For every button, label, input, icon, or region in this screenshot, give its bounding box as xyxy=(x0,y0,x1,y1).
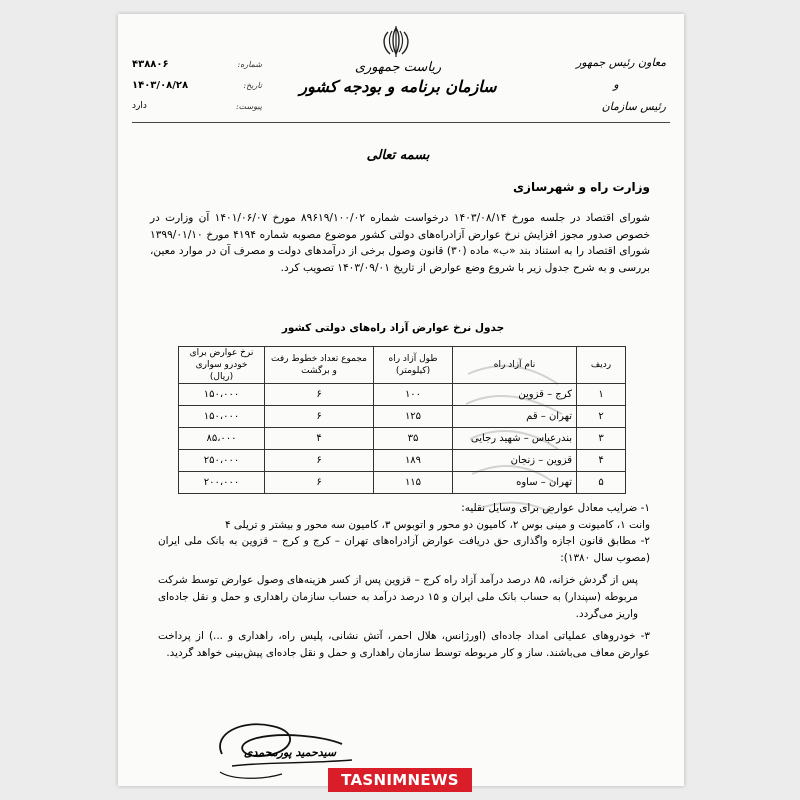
document-page xyxy=(118,14,684,786)
body-paragraph: شورای اقتصاد در جلسه مورخ ۱۴۰۳/۰۸/۱۴ درخواست شماره ۸۹۶۱۹/۱۰۰/۰۲ مورخ ۱۴۰۱/۰۶/۰۷ آن وزارت در خصوص صدور مجوز افزایش نرخ عوارض آزادراه‌های دولتی کشور موضوع مصوبه شماره ۴۱۹۴ مورخ ۱۳۹۹/۰۱/۱۰ شورای اقتصاد را به استناد بند «ب» ماده (۳۰) قانون وصول برخی از درآمدهای دولت و مصرف آن در موارد معین، بررسی و به شرح جدول زیر با شروع وضع عوارض از تاریخ ۱۴۰۳/۰۹/۰۱ تصویب کرد. xyxy=(150,212,650,274)
freeway-length: ۱۲۵ xyxy=(374,406,453,428)
letter-meta xyxy=(132,54,262,117)
tasnim-watermark: TASNIMNEWS xyxy=(328,768,472,792)
col-lanes-header: مجموع تعداد خطوط رفت و برگشت xyxy=(265,347,374,384)
org-head-title: رئیس سازمان xyxy=(601,100,666,113)
table-row xyxy=(179,472,626,494)
signatory-name: سیدحمید پورمحمدی xyxy=(243,746,337,759)
lane-count: ۶ xyxy=(265,384,374,406)
freeway-name: قزوین – زنجان xyxy=(453,450,577,472)
attachment-value: دارد xyxy=(132,101,147,111)
col-length-header: طول آزاد راه (کیلومتر) xyxy=(374,347,453,384)
note-3-text: ۳- خودروهای عملیاتی امداد جاده‌ای (اورژانس، هلال احمر، آتش نشانی، پلیس راه، راهداری و ...) از پرداخت عوارض معاف می‌باشند. ساز و کار مربوطه توسط سازمان راهداری و حمل و نقل جاده‌ای پیش‌بینی خواهد گردید. xyxy=(158,630,650,659)
toll-rate: ۸۵،۰۰۰ xyxy=(179,428,265,450)
vice-president-title: معاون رئیس جمهور xyxy=(576,56,666,69)
bismillah-heading: بسمه تعالی xyxy=(366,148,430,163)
organization-header xyxy=(278,60,518,96)
freeway-name: بندرعباس – شهید رجایی xyxy=(453,428,577,450)
letter-date-row xyxy=(132,75,262,96)
freeway-length: ۱۱۵ xyxy=(374,472,453,494)
table-header-row xyxy=(179,347,626,384)
header-divider xyxy=(132,122,670,123)
row-number: ۱ xyxy=(577,384,626,406)
notes-section xyxy=(158,500,650,661)
title-conjunction: و xyxy=(613,78,619,91)
date-label: تاریخ: xyxy=(243,81,262,90)
freeway-length: ۱۸۹ xyxy=(374,450,453,472)
note-2-title: ۲- مطابق قانون اجازه واگذاری حق دریافت عوارض آزادراه‌های تهران – کرج و کرج – قزوین به بانک ملی ایران (مصوب سال ۱۳۸۰): xyxy=(158,535,650,564)
lane-count: ۶ xyxy=(265,450,374,472)
freeway-name: تهران – ساوه xyxy=(453,472,577,494)
toll-rate: ۱۵۰،۰۰۰ xyxy=(179,406,265,428)
toll-rate: ۲۰۰،۰۰۰ xyxy=(179,472,265,494)
organization-name: سازمان برنامه و بودجه کشور xyxy=(299,77,497,96)
table-row xyxy=(179,384,626,406)
col-name-header: نام آزاد راه xyxy=(453,347,577,384)
attachment-label: پیوست: xyxy=(235,102,262,111)
row-number: ۲ xyxy=(577,406,626,428)
freeway-length: ۱۰۰ xyxy=(374,384,453,406)
freeway-name: کرج – قزوین xyxy=(453,384,577,406)
letter-number: ۴۳۸۸۰۶ xyxy=(132,59,169,70)
freeway-length: ۳۵ xyxy=(374,428,453,450)
letter-number-row xyxy=(132,54,262,75)
attachment-row xyxy=(132,96,262,117)
note-2-text: پس از گردش خزانه، ۸۵ درصد درآمد آزاد راه کرج – قزوین پس از کسر هزینه‌های وصول عوارض توسط شرکت مربوطه (سپندار) به حساب بانک ملی ایران و ۱۵ درصد درآمد به حساب سازمان راهداری و حمل و نقل جاده‌ای واریز می‌گردد. xyxy=(158,574,638,620)
table-title: جدول نرخ عوارض آزاد راه‌های دولتی کشور xyxy=(281,322,505,334)
lane-count: ۶ xyxy=(265,406,374,428)
note-1-title: ۱- ضرایب معادل عوارض برای وسایل نقلیه: xyxy=(461,502,650,514)
row-number: ۴ xyxy=(577,450,626,472)
table-row xyxy=(179,450,626,472)
col-row-header: ردیف xyxy=(577,347,626,384)
number-label: شماره: xyxy=(237,60,262,69)
table-row xyxy=(179,406,626,428)
row-number: ۳ xyxy=(577,428,626,450)
note-1-text: وانت ۱، کامیونت و مینی بوس ۲، کامیون دو محور و اتوبوس ۳، کامیون سه محور و بیشتر و تریلی ۴ xyxy=(224,518,650,531)
iran-emblem-icon xyxy=(376,26,416,58)
table-row xyxy=(179,428,626,450)
addressee: وزارت راه و شهرسازی xyxy=(513,180,650,194)
lane-count: ۶ xyxy=(265,472,374,494)
freeway-name: تهران – قم xyxy=(453,406,577,428)
lane-count: ۴ xyxy=(265,428,374,450)
letter-date: ۱۴۰۳/۰۸/۲۸ xyxy=(132,80,189,91)
col-rate-header: نرخ عوارض برای خودرو سواری (ریال) xyxy=(179,347,265,384)
toll-rates-table xyxy=(178,346,626,494)
official-title-block xyxy=(566,52,666,118)
toll-rate: ۲۵۰،۰۰۰ xyxy=(179,450,265,472)
toll-rate: ۱۵۰،۰۰۰ xyxy=(179,384,265,406)
presidency-label: ریاست جمهوری xyxy=(354,60,442,75)
row-number: ۵ xyxy=(577,472,626,494)
